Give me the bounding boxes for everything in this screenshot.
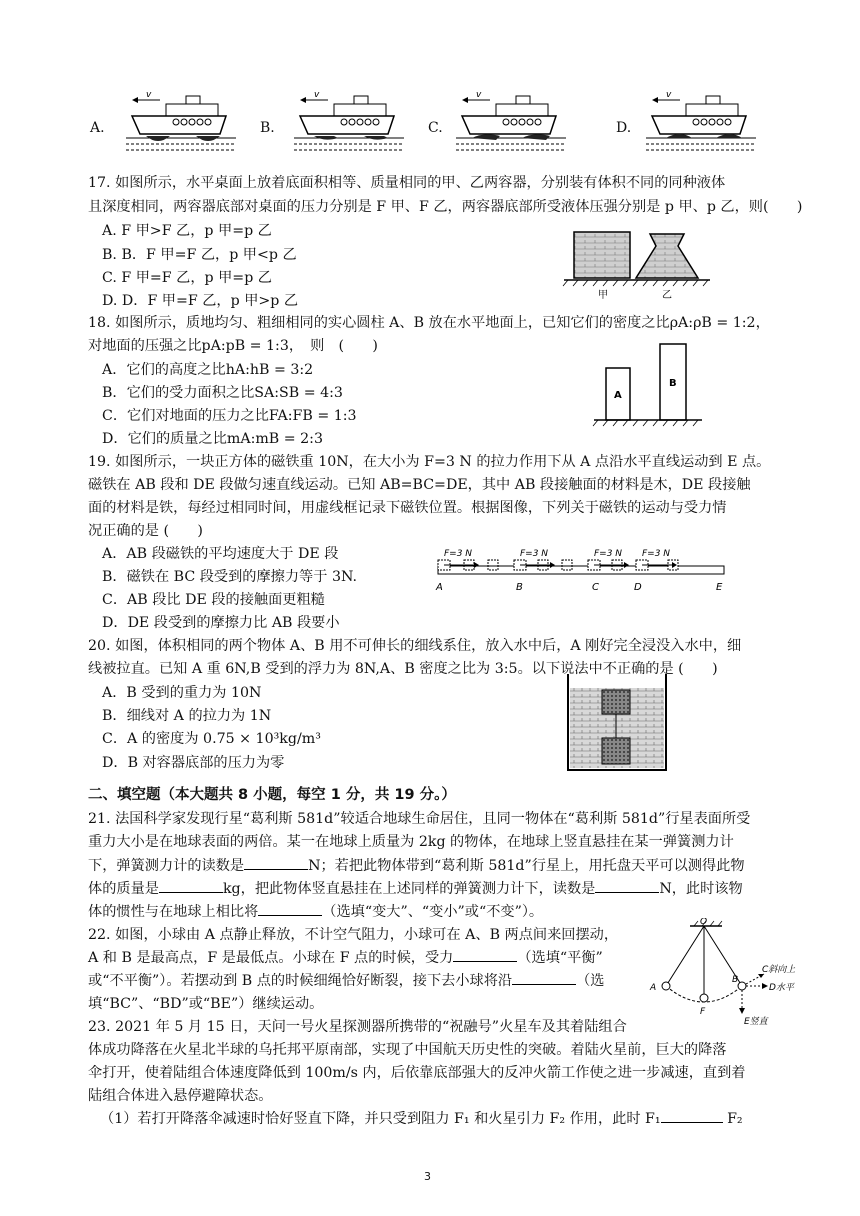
q22-line-3 (88, 970, 605, 990)
q19-point-e: E (716, 582, 723, 593)
q19-stem-line-1: 19. 如图所示，一块正方体的磁铁重 10N，在大小为 F=3 N 的拉力作用下从 A 点沿水平直线运动到 E 点。 (88, 454, 771, 470)
q23-line-3: 伞打开，使着陆组合体速度降低到 100m/s 内，后依靠底部强大的反冲火箭工作使之进一步减速，直到着 (88, 1065, 746, 1081)
q17-label-yi: 乙 (662, 290, 672, 301)
velocity-label: v (146, 92, 152, 100)
q20-option-c: C．A 的密度为 0.75 × 10³kg/m³ (102, 731, 321, 747)
q20-option-a: A．B 受到的重力为 10N (102, 685, 262, 701)
q16-boat-figure-c (456, 92, 566, 158)
q22-label-d: D水平 (769, 983, 794, 993)
q19-stem-line-4: 况正确的是 ( ) (88, 523, 203, 539)
q17-option-b: B. B．F 甲=F 乙，p 甲<p 乙 (102, 247, 297, 263)
q22-line-2a: A 和 B 是最高点，F 是最低点。小球在 F 点的时候，受力 (88, 950, 454, 966)
q17-option-d: D. D．F 甲=F 乙，p 甲>p 乙 (102, 293, 299, 309)
q21-line-3b: N；若把此物体带到“葛利斯 581d”行星上，用托盘天平可以测得此物 (308, 858, 745, 874)
q21-blank-4[interactable] (258, 903, 322, 916)
q19-force-label-3: F=3 N (594, 549, 623, 559)
q19-point-b: B (516, 582, 523, 593)
q23-line-4: 陆组合体进入悬停避障状态。 (88, 1088, 273, 1104)
q21-line-2: 重力大小是在地球表面的两倍。某一在地球上质量为 2kg 的物体，在地球上竖直悬挂在某一弹簧测力计 (88, 834, 734, 850)
q18-stem-line-1: 18. 如图所示，质地均匀、粗细相同的实心圆柱 A、B 放在水平地面上，已知它们的密度之比ρA:ρB = 1:2， (88, 315, 770, 331)
q22-line-3a: 或“不平衡”）。若摆动到 B 点的时候细绳恰好断裂，接下去小球将沿 (88, 973, 513, 989)
q21-line-5 (88, 901, 543, 921)
q22-line-1: 22. 如图，小球由 A 点静止释放，不计空气阻力，小球可在 A、B 两点间来回摆动， (88, 927, 619, 943)
q23-line-5 (100, 1108, 743, 1128)
q17-option-c: C. F 甲=F 乙，p 甲=p 乙 (102, 270, 272, 286)
q16-boat-figure-b (294, 92, 404, 158)
q19-force-label-1: F=3 N (444, 549, 473, 559)
q19-point-c: C (592, 582, 599, 593)
q19-magnet-track-figure (428, 540, 728, 596)
q17-option-a: A. F 甲>F 乙，p 甲=p 乙 (102, 223, 272, 239)
q21-line-5a: 体的惯性与在地球上相比将 (88, 904, 259, 920)
page-number: 3 (424, 1170, 431, 1183)
q19-option-a: A．AB 段磁铁的平均速度大于 DE 段 (102, 546, 339, 562)
q22-label-b: B (732, 975, 739, 985)
q19-option-d: D．DE 段受到的摩擦力比 AB 段要小 (102, 615, 340, 631)
q20-option-b: B．细线对 A 的拉力为 1N (102, 708, 272, 724)
q20-option-d: D．B 对容器底部的压力为零 (102, 755, 285, 771)
q18-option-b: B．它们的受力面积之比SA:SB = 4:3 (102, 385, 343, 401)
q22-label-c: C斜向上 (762, 965, 796, 975)
q21-blank-2[interactable] (159, 880, 223, 893)
q21-line-1: 21. 法国科学家发现行星“葛利斯 581d”较适合地球生命居住，且同一物体在“葛利斯 581d”行星表面所受 (88, 811, 751, 827)
velocity-label: v (666, 92, 672, 100)
q20-stem-line-2: 线被拉直。已知 A 重 6N,B 受到的浮力为 8N,A、B 密度之比为 3:5。以下说法中不正确的是 ( ) (88, 661, 718, 677)
q19-force-label-4: F=3 N (642, 549, 671, 559)
q22-line-2 (88, 947, 603, 967)
q23-line-5a: （1）若打开降落伞减速时恰好竖直下降，并只受到阻力 F₁ 和火星引力 F₂ 作用，此时 F₁ (100, 1111, 661, 1127)
q18-cylinders-figure (592, 338, 712, 434)
q22-label-o: O (700, 918, 708, 927)
q21-line-3a: 下，弹簧测力计的读数是 (88, 858, 245, 874)
q16-option-a-label: A. (90, 120, 105, 136)
q19-option-b: B．磁铁在 BC 段受到的摩擦力等于 3N. (102, 569, 357, 585)
q18-option-a: A．它们的高度之比hA:hB = 3:2 (102, 362, 314, 378)
section-2-heading: 二、填空题（本大题共 8 小题，每空 1 分，共 19 分。） (88, 787, 456, 803)
q22-label-e: E竖直 (744, 1017, 768, 1027)
q21-line-4b: kg，把此物体竖直悬挂在上述同样的弹簧测力计下，读数是 (222, 881, 596, 897)
q21-blank-3[interactable] (595, 880, 659, 893)
q21-line-4a: 体的质量是 (88, 881, 159, 897)
q19-stem-line-3: 面的材料是铁，每经过相同时间，用虚线框记录下磁铁位置。根据图像，下列关于磁铁的运动与受力情 (88, 500, 727, 516)
q23-blank-1[interactable] (661, 1110, 723, 1123)
q21-line-5b: （选填“变大”、“变小”或“不变”）。 (322, 904, 544, 920)
q22-label-f: F (700, 1007, 706, 1017)
q18-label-b: B (669, 378, 677, 389)
q16-option-b-label: B. (260, 120, 275, 136)
q20-stem-line-1: 20. 如图，体积相同的两个物体 A、B 用不可伸长的细线系住，放入水中后，A 刚好完全浸没入水中，细 (88, 638, 742, 654)
q21-line-4 (88, 878, 743, 898)
q17-stem-line-2: 且深度相同，两容器底部对桌面的压力分别是 F 甲、F 乙，两容器底部所受液体压强分别是 p 甲、p 乙，则( ) (88, 199, 803, 215)
velocity-label: v (476, 92, 482, 100)
q22-label-a: A (650, 983, 657, 993)
q16-boat-figure-a (126, 92, 236, 158)
q17-stem-line-1: 17. 如图所示，水平桌面上放着底面积相等、质量相同的甲、乙两容器，分别装有体积不同的同种液体 (88, 175, 726, 191)
q18-label-a: A (614, 390, 622, 401)
q23-line-1: 23. 2021 年 5 月 15 日，天问一号火星探测器所携带的“祝融号”火星车及其着陆组合 (88, 1019, 627, 1035)
q20-floating-blocks-figure (562, 670, 672, 776)
q19-stem-line-2: 磁铁在 AB 段和 DE 段做匀速直线运动。已知 AB=BC=DE，其中 AB 段接触面的材料是木，DE 段接触 (88, 477, 751, 493)
q17-containers-figure (560, 222, 720, 302)
q16-option-d-label: D. (616, 120, 632, 136)
q22-line-2b: （选填“平衡” (517, 950, 603, 966)
q19-point-d: D (634, 582, 642, 593)
q23-line-2: 体成功降落在火星北半球的乌托邦平原南部，实现了中国航天历史性的突破。着陆火星前，巨大的降落 (88, 1042, 727, 1058)
q23-line-5b: F₂ (727, 1111, 743, 1127)
q22-line-4: 填“BC”、“BD”或“BE”）继续运动。 (88, 996, 324, 1012)
q21-line-4c: N，此时该物 (659, 881, 743, 897)
q22-line-3b: （选 (576, 973, 605, 989)
q19-force-label-2: F=3 N (520, 549, 549, 559)
q16-options-row (88, 92, 788, 162)
velocity-label: v (314, 92, 320, 100)
q18-option-c: C．它们对地面的压力之比FA:FB = 1:3 (102, 408, 357, 424)
q19-point-a: A (436, 582, 443, 593)
q16-option-c-label: C. (428, 120, 443, 136)
q19-option-c: C．AB 段比 DE 段的接触面更粗糙 (102, 592, 325, 608)
q16-boat-figure-d (646, 92, 756, 158)
q18-stem-line-2: 对地面的压强之比pA:pB = 1:3， 则 ( ) (88, 338, 378, 354)
q18-option-d: D．它们的质量之比mA:mB = 2:3 (102, 431, 323, 447)
q21-blank-1[interactable] (244, 857, 308, 870)
q22-blank-1[interactable] (453, 949, 517, 962)
q21-line-3 (88, 855, 745, 875)
q17-label-jia: 甲 (598, 290, 608, 301)
q22-blank-2[interactable] (512, 972, 576, 985)
q22-pendulum-figure (646, 918, 806, 1028)
